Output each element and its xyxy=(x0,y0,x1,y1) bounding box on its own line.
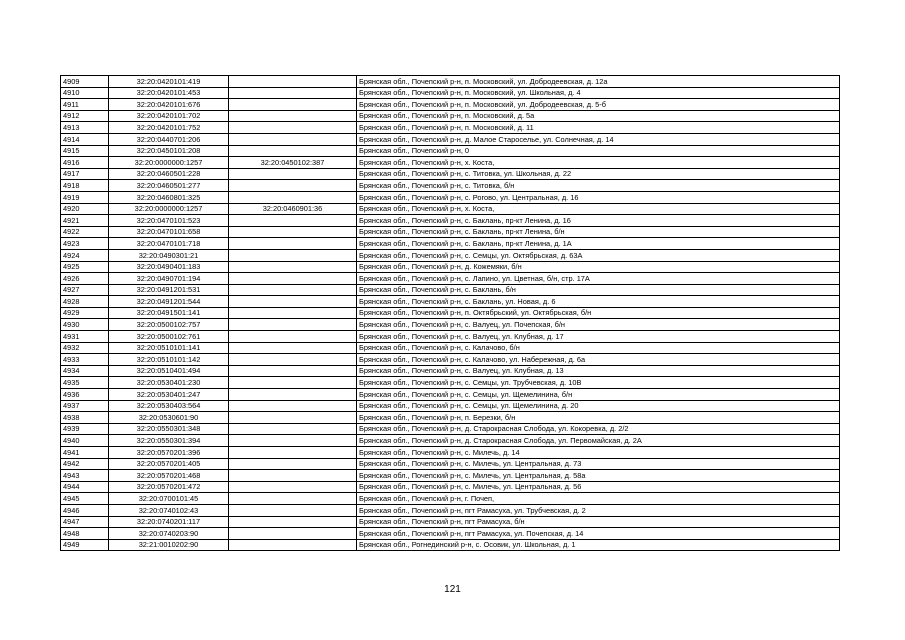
row-number-cell: 4915 xyxy=(61,145,109,157)
table-row xyxy=(61,412,840,424)
cadastral-number-cell: 32:20:0491201:544 xyxy=(109,296,229,308)
secondary-cadastral-cell xyxy=(229,354,357,366)
row-number-cell: 4941 xyxy=(61,447,109,459)
row-number-cell: 4940 xyxy=(61,435,109,447)
table-row xyxy=(61,493,840,505)
table-row xyxy=(61,319,840,331)
row-number-cell: 4928 xyxy=(61,296,109,308)
row-number-cell: 4942 xyxy=(61,458,109,470)
row-number-cell: 4933 xyxy=(61,354,109,366)
address-cell: Брянская обл., Почепский р-н, с. Титовка, ул. Школьная, д. 22 xyxy=(357,168,840,180)
secondary-cadastral-cell xyxy=(229,470,357,482)
address-cell: Брянская обл., Почепский р-н, с. Рогово, ул. Центральная, д. 16 xyxy=(357,191,840,203)
secondary-cadastral-cell xyxy=(229,319,357,331)
table-row xyxy=(61,307,840,319)
address-cell: Брянская обл., Почепский р-н, пгт Рамасуха, ул. Трубчевская, д. 2 xyxy=(357,504,840,516)
secondary-cadastral-cell xyxy=(229,458,357,470)
secondary-cadastral-cell xyxy=(229,76,357,88)
address-cell: Брянская обл., Почепский р-н, п. Московский, ул. Школьная, д. 4 xyxy=(357,87,840,99)
cadastral-number-cell: 32:20:0470101:718 xyxy=(109,238,229,250)
address-cell: Брянская обл., Почепский р-н, с. Семцы, ул. Щемелинина, б/н xyxy=(357,389,840,401)
address-cell: Брянская обл., Почепский р-н, с. Семцы, ул. Щемелинина, д. 20 xyxy=(357,400,840,412)
table-row xyxy=(61,249,840,261)
table-row xyxy=(61,516,840,528)
table-row xyxy=(61,504,840,516)
table-row xyxy=(61,435,840,447)
table-row xyxy=(61,122,840,134)
address-cell: Брянская обл., Почепский р-н, с. Баклань, б/н xyxy=(357,284,840,296)
table-row xyxy=(61,296,840,308)
cadastral-number-cell: 32:20:0470101:658 xyxy=(109,226,229,238)
row-number-cell: 4939 xyxy=(61,423,109,435)
table-row xyxy=(61,226,840,238)
cadastral-number-cell: 32:20:0500102:761 xyxy=(109,331,229,343)
secondary-cadastral-cell xyxy=(229,307,357,319)
cadastral-number-cell: 32:20:0510101:141 xyxy=(109,342,229,354)
secondary-cadastral-cell xyxy=(229,528,357,540)
address-cell: Брянская обл., Почепский р-н, с. Валуец, ул. Клубная, д. 13 xyxy=(357,365,840,377)
address-cell: Брянская обл., Почепский р-н, д. Кожемяки, б/н xyxy=(357,261,840,273)
secondary-cadastral-cell xyxy=(229,191,357,203)
address-cell: Брянская обл., Почепский р-н, п. Березки, б/н xyxy=(357,412,840,424)
row-number-cell: 4947 xyxy=(61,516,109,528)
cadastral-number-cell: 32:20:0460501:228 xyxy=(109,168,229,180)
cadastral-number-cell: 32:20:0440701:206 xyxy=(109,133,229,145)
cadastral-number-cell: 32:21:0010202:90 xyxy=(109,539,229,551)
cadastral-number-cell: 32:20:0490301:21 xyxy=(109,249,229,261)
secondary-cadastral-cell xyxy=(229,133,357,145)
table-row xyxy=(61,215,840,227)
table-row xyxy=(61,157,840,169)
cadastral-number-cell: 32:20:0700101:45 xyxy=(109,493,229,505)
table-row xyxy=(61,400,840,412)
row-number-cell: 4944 xyxy=(61,481,109,493)
address-cell: Брянская обл., Почепский р-н, с. Семцы, ул. Октябрьская, д. 63А xyxy=(357,249,840,261)
row-number-cell: 4930 xyxy=(61,319,109,331)
row-number-cell: 4910 xyxy=(61,87,109,99)
secondary-cadastral-cell xyxy=(229,342,357,354)
row-number-cell: 4945 xyxy=(61,493,109,505)
address-cell: Брянская обл., Почепский р-н, с. Баклань, пр-кт Ленина, д. 1А xyxy=(357,238,840,250)
cadastral-number-cell: 32:20:0530401:247 xyxy=(109,389,229,401)
cadastral-number-cell: 32:20:0420101:752 xyxy=(109,122,229,134)
table-row xyxy=(61,238,840,250)
row-number-cell: 4921 xyxy=(61,215,109,227)
secondary-cadastral-cell xyxy=(229,377,357,389)
table-row xyxy=(61,145,840,157)
table-row xyxy=(61,180,840,192)
row-number-cell: 4914 xyxy=(61,133,109,145)
table-row xyxy=(61,331,840,343)
cadastral-number-cell: 32:20:0420101:702 xyxy=(109,110,229,122)
secondary-cadastral-cell xyxy=(229,99,357,111)
secondary-cadastral-cell xyxy=(229,539,357,551)
row-number-cell: 4932 xyxy=(61,342,109,354)
table-row xyxy=(61,273,840,285)
row-number-cell: 4926 xyxy=(61,273,109,285)
address-cell: Брянская обл., Почепский р-н, г. Почеп, xyxy=(357,493,840,505)
table-row xyxy=(61,447,840,459)
cadastral-number-cell: 32:20:0450101:208 xyxy=(109,145,229,157)
table-row xyxy=(61,389,840,401)
secondary-cadastral-cell xyxy=(229,249,357,261)
row-number-cell: 4927 xyxy=(61,284,109,296)
cadastral-number-cell: 32:20:0570201:468 xyxy=(109,470,229,482)
address-cell: Брянская обл., Почепский р-н, с. Лапино, ул. Цветная, б/н, стр. 17А xyxy=(357,273,840,285)
address-cell: Брянская обл., Рогнединский р-н, с. Осовик, ул. Школьная, д. 1 xyxy=(357,539,840,551)
address-cell: Брянская обл., Почепский р-н, с. Баклань, пр-кт Ленина, б/н xyxy=(357,226,840,238)
address-cell: Брянская обл., Почепский р-н, с. Милечь, ул. Центральная, д. 73 xyxy=(357,458,840,470)
address-cell: Брянская обл., Почепский р-н, х. Коста, xyxy=(357,203,840,215)
cadastral-number-cell: 32:20:0530403:564 xyxy=(109,400,229,412)
row-number-cell: 4923 xyxy=(61,238,109,250)
table-row xyxy=(61,342,840,354)
secondary-cadastral-cell xyxy=(229,481,357,493)
address-cell: Брянская обл., Почепский р-н, д. Старокрасная Слобода, ул. Первомайская, д. 2А xyxy=(357,435,840,447)
secondary-cadastral-cell xyxy=(229,215,357,227)
row-number-cell: 4935 xyxy=(61,377,109,389)
address-cell: Брянская обл., Почепский р-н, п. Московский, ул. Добродеевская, д. 12а xyxy=(357,76,840,88)
secondary-cadastral-cell xyxy=(229,400,357,412)
row-number-cell: 4916 xyxy=(61,157,109,169)
row-number-cell: 4925 xyxy=(61,261,109,273)
address-cell: Брянская обл., Почепский р-н, п. Московский, ул. Добродеевская, д. 5-б xyxy=(357,99,840,111)
table-row xyxy=(61,110,840,122)
address-cell: Брянская обл., Почепский р-н, д. Старокрасная Слобода, ул. Кокоревка, д. 2/2 xyxy=(357,423,840,435)
secondary-cadastral-cell xyxy=(229,122,357,134)
row-number-cell: 4943 xyxy=(61,470,109,482)
cadastral-number-cell: 32:20:0530401:230 xyxy=(109,377,229,389)
secondary-cadastral-cell xyxy=(229,284,357,296)
row-number-cell: 4917 xyxy=(61,168,109,180)
address-cell: Брянская обл., Почепский р-н, п. Московский, д. 5а xyxy=(357,110,840,122)
cadastral-table xyxy=(60,75,840,551)
cadastral-number-cell: 32:20:0000000:1257 xyxy=(109,157,229,169)
row-number-cell: 4912 xyxy=(61,110,109,122)
row-number-cell: 4922 xyxy=(61,226,109,238)
secondary-cadastral-cell xyxy=(229,447,357,459)
address-cell: Брянская обл., Почепский р-н, с. Калачово, б/н xyxy=(357,342,840,354)
secondary-cadastral-cell xyxy=(229,435,357,447)
secondary-cadastral-cell xyxy=(229,331,357,343)
cadastral-number-cell: 32:20:0510401:494 xyxy=(109,365,229,377)
table-row xyxy=(61,528,840,540)
table-row xyxy=(61,203,840,215)
table-row xyxy=(61,470,840,482)
row-number-cell: 4934 xyxy=(61,365,109,377)
secondary-cadastral-cell xyxy=(229,493,357,505)
row-number-cell: 4920 xyxy=(61,203,109,215)
address-cell: Брянская обл., Почепский р-н, с. Валуец, ул. Клубная, д. 17 xyxy=(357,331,840,343)
row-number-cell: 4911 xyxy=(61,99,109,111)
cadastral-number-cell: 32:20:0460501:277 xyxy=(109,180,229,192)
secondary-cadastral-cell: 32:20:0450102:387 xyxy=(229,157,357,169)
row-number-cell: 4913 xyxy=(61,122,109,134)
secondary-cadastral-cell xyxy=(229,365,357,377)
address-cell: Брянская обл., Почепский р-н, 0 xyxy=(357,145,840,157)
secondary-cadastral-cell xyxy=(229,516,357,528)
row-number-cell: 4918 xyxy=(61,180,109,192)
address-cell: Брянская обл., Почепский р-н, п. Октябрьский, ул. Октябрьская, б/н xyxy=(357,307,840,319)
cadastral-number-cell: 32:20:0570201:396 xyxy=(109,447,229,459)
page-number: 121 xyxy=(444,584,461,595)
row-number-cell: 4938 xyxy=(61,412,109,424)
cadastral-number-cell: 32:20:0000000:1257 xyxy=(109,203,229,215)
secondary-cadastral-cell xyxy=(229,389,357,401)
cadastral-number-cell: 32:20:0420101:419 xyxy=(109,76,229,88)
address-cell: Брянская обл., Почепский р-н, с. Баклань, пр-кт Ленина, д. 16 xyxy=(357,215,840,227)
cadastral-number-cell: 32:20:0740102:43 xyxy=(109,504,229,516)
table-row xyxy=(61,191,840,203)
cadastral-number-cell: 32:20:0420101:676 xyxy=(109,99,229,111)
row-number-cell: 4948 xyxy=(61,528,109,540)
secondary-cadastral-cell xyxy=(229,238,357,250)
cadastral-number-cell: 32:20:0470101:523 xyxy=(109,215,229,227)
secondary-cadastral-cell xyxy=(229,168,357,180)
secondary-cadastral-cell xyxy=(229,145,357,157)
table-row xyxy=(61,76,840,88)
address-cell: Брянская обл., Почепский р-н, с. Калачово, ул. Набережная, д. 6а xyxy=(357,354,840,366)
table-row xyxy=(61,377,840,389)
cadastral-number-cell: 32:20:0530601:90 xyxy=(109,412,229,424)
address-cell: Брянская обл., Почепский р-н, с. Валуец, ул. Почепская, б/н xyxy=(357,319,840,331)
secondary-cadastral-cell xyxy=(229,504,357,516)
table-row xyxy=(61,168,840,180)
row-number-cell: 4924 xyxy=(61,249,109,261)
table-row xyxy=(61,133,840,145)
secondary-cadastral-cell xyxy=(229,261,357,273)
row-number-cell: 4949 xyxy=(61,539,109,551)
secondary-cadastral-cell xyxy=(229,296,357,308)
table-body xyxy=(61,76,840,551)
cadastral-number-cell: 32:20:0460801:325 xyxy=(109,191,229,203)
row-number-cell: 4929 xyxy=(61,307,109,319)
table-row xyxy=(61,99,840,111)
table-row xyxy=(61,423,840,435)
address-cell: Брянская обл., Почепский р-н, п. Московский, д. 11 xyxy=(357,122,840,134)
address-cell: Брянская обл., Почепский р-н, пгт Рамасуха, б/н xyxy=(357,516,840,528)
secondary-cadastral-cell xyxy=(229,87,357,99)
table-row xyxy=(61,539,840,551)
cadastral-number-cell: 32:20:0740201:117 xyxy=(109,516,229,528)
address-cell: Брянская обл., Почепский р-н, с. Милечь, ул. Центральная, д. 58а xyxy=(357,470,840,482)
row-number-cell: 4937 xyxy=(61,400,109,412)
address-cell: Брянская обл., Почепский р-н, пгт Рамасуха, ул. Почепская, д. 14 xyxy=(357,528,840,540)
secondary-cadastral-cell xyxy=(229,180,357,192)
address-cell: Брянская обл., Почепский р-н, с. Семцы, ул. Трубчевская, д. 10В xyxy=(357,377,840,389)
address-cell: Брянская обл., Почепский р-н, с. Милечь, д. 14 xyxy=(357,447,840,459)
cadastral-number-cell: 32:20:0491501:141 xyxy=(109,307,229,319)
row-number-cell: 4909 xyxy=(61,76,109,88)
secondary-cadastral-cell xyxy=(229,423,357,435)
cadastral-number-cell: 32:20:0550301:394 xyxy=(109,435,229,447)
address-cell: Брянская обл., Почепский р-н, с. Баклань, ул. Новая, д. 6 xyxy=(357,296,840,308)
row-number-cell: 4919 xyxy=(61,191,109,203)
address-cell: Брянская обл., Почепский р-н, д. Малое Староселье, ул. Солнечная, д. 14 xyxy=(357,133,840,145)
table-row xyxy=(61,365,840,377)
cadastral-number-cell: 32:20:0550301:348 xyxy=(109,423,229,435)
table-row xyxy=(61,284,840,296)
cadastral-number-cell: 32:20:0570201:405 xyxy=(109,458,229,470)
cadastral-number-cell: 32:20:0490401:183 xyxy=(109,261,229,273)
secondary-cadastral-cell xyxy=(229,273,357,285)
cadastral-number-cell: 32:20:0490701:194 xyxy=(109,273,229,285)
address-cell: Брянская обл., Почепский р-н, с. Титовка, б/н xyxy=(357,180,840,192)
address-cell: Брянская обл., Почепский р-н, с. Милечь, ул. Центральная, д. 56 xyxy=(357,481,840,493)
secondary-cadastral-cell xyxy=(229,226,357,238)
row-number-cell: 4946 xyxy=(61,504,109,516)
table-row xyxy=(61,87,840,99)
cadastral-number-cell: 32:20:0510101:142 xyxy=(109,354,229,366)
address-cell: Брянская обл., Почепский р-н, х. Коста, xyxy=(357,157,840,169)
table-row xyxy=(61,261,840,273)
cadastral-number-cell: 32:20:0420101:453 xyxy=(109,87,229,99)
secondary-cadastral-cell: 32:20:0460901:36 xyxy=(229,203,357,215)
cadastral-number-cell: 32:20:0740203:90 xyxy=(109,528,229,540)
secondary-cadastral-cell xyxy=(229,412,357,424)
row-number-cell: 4936 xyxy=(61,389,109,401)
row-number-cell: 4931 xyxy=(61,331,109,343)
secondary-cadastral-cell xyxy=(229,110,357,122)
cadastral-number-cell: 32:20:0491201:531 xyxy=(109,284,229,296)
table-row xyxy=(61,458,840,470)
cadastral-number-cell: 32:20:0500102:757 xyxy=(109,319,229,331)
table-row xyxy=(61,354,840,366)
table-row xyxy=(61,481,840,493)
cadastral-number-cell: 32:20:0570201:472 xyxy=(109,481,229,493)
